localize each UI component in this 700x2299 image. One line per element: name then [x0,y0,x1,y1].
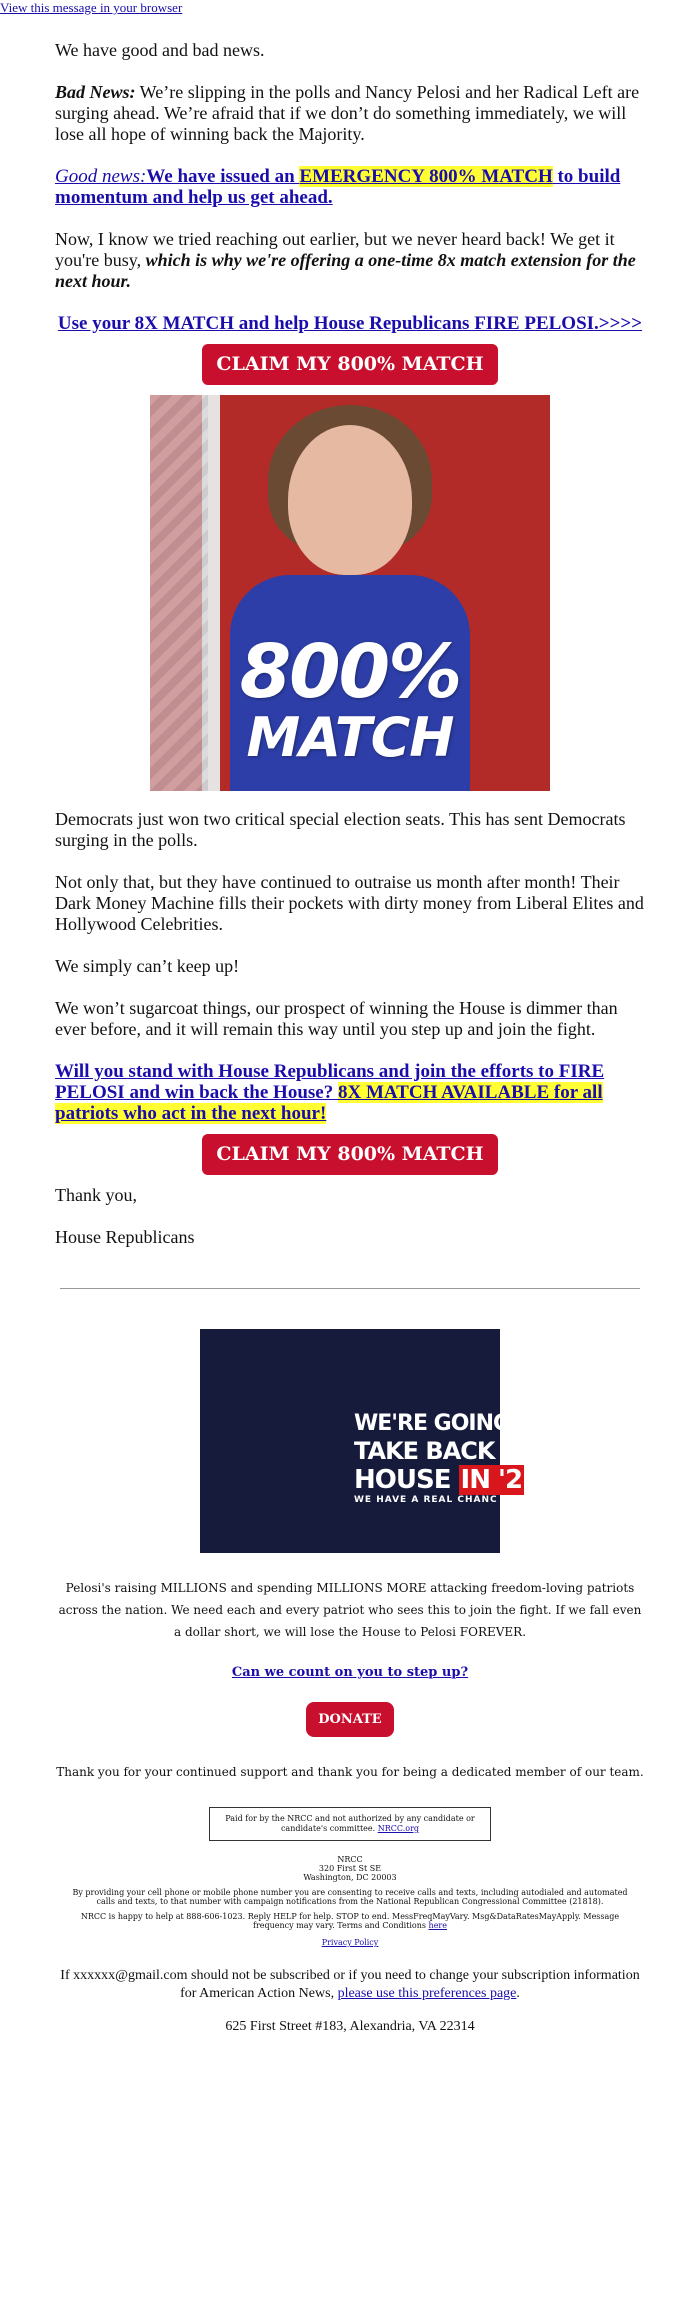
privacy-policy-link[interactable]: Privacy Policy [321,1938,379,1947]
keep-up-paragraph: We simply can’t keep up! [55,956,240,976]
good-news-link[interactable] [55,166,620,208]
question-paragraph [55,1061,645,1124]
footer [55,1329,645,2035]
bad-news-paragraph [55,82,645,145]
emergency-match-highlight: EMERGENCY 800% MATCH [299,166,553,187]
outreach-text: Now, I know we tried reaching out earlier, but we never heard back! We get it you're busy, [55,229,615,270]
preferences-link[interactable]: please use this preferences page [337,1986,517,2001]
good-news-paragraph [55,166,645,208]
help-text: NRCC is happy to help at 888-606-1023. Reply HELP for help. STOP to end. MessFreqMayVary. Msg&DataRatesMayApply. Message frequency may vary. Terms and Conditions here [80,1912,620,1930]
signature: House Republicans [55,1227,195,1247]
signoff: Thank you, [55,1185,137,1205]
paid-for-box [209,1807,491,1841]
good-news-post: to build momentum and help us get ahead. [55,166,621,208]
bad-news-text: We’re slipping in the polls and Nancy Pelosi and her Radical Left are surging ahead. We’re afraid that if we don’t do something immediately, we will lose all hope of winning back the Majority. [55,82,640,144]
mailing-address [55,1855,645,1882]
stand-with-text: Will you stand with House Republicans and join the efforts to FIRE PELOSI and win back the House? [55,1061,605,1103]
footer-divider [60,1288,640,1289]
donate-wrap [55,1702,645,1737]
step-up-link[interactable]: Can we count on you to step up? [231,1665,469,1680]
org-city: Washington, DC 20003 [303,1873,397,1882]
promo-line-1: WE'RE GOING T [354,1411,531,1436]
outreach-paragraph [55,229,645,292]
outraise-paragraph: Not only that, but they have continued to outraise us month after month! Their Dark Money Machine fills their pockets with dirty money from Liberal Elites and Hollywood Celebrities. [55,872,644,934]
org-street: 320 First St SE [318,1864,382,1873]
good-news-pre: We have issued an [146,166,300,187]
paid-for-text: Paid for by the NRCC and not authorized by any candidate or candidate's committee. [225,1814,475,1833]
sender-address: 625 First Street #183, Alexandria, VA 22314 [225,2019,475,2034]
sugarcoat-paragraph: We won’t sugarcoat things, our prospect of winning the House is dimmer than ever before, and it will remain this way until you step up and join the fight. [55,998,618,1039]
view-in-browser-link[interactable]: View this message in your browser [0,0,183,15]
promo-line-3: HOUSE IN '2 [354,1465,523,1495]
claim-button-wrap-2 [55,1134,645,1175]
footer-thanks: Thank you for your continued support and thank you for being a dedicated member of our team. [56,1765,644,1779]
stand-with-link[interactable] [55,1061,604,1124]
donate-button[interactable]: DONATE [306,1702,393,1737]
unsubscribe-text: If xxxxxx@gmail.com should not be subscribed or if you need to change your subscription information for American Action News, please use this preferences page. [60,1968,640,2001]
hero-image[interactable] [150,395,550,791]
claim-match-button-2[interactable]: CLAIM MY 800% MATCH [202,1134,497,1175]
fire-pelosi-link[interactable]: Use your 8X MATCH and help House Republicans FIRE PELOSI.>>>> [57,313,643,334]
email-body [55,40,645,1248]
special-election-paragraph: Democrats just won two critical special election seats. This has sent Democrats surging in the polls. [55,809,626,850]
pelosi-raising-text: Pelosi's raising MILLIONS and spending MILLIONS MORE attacking freedom-loving patriots across the nation. We need each and every patriot who sees this to join the fight. If we fall even a dollar short, we will lose the House to Pelosi FOREVER. [58,1581,642,1639]
cta-link-paragraph [55,313,645,334]
match-available-highlight: 8X MATCH AVAILABLE for all patriots who act in the next hour! [55,1082,603,1124]
intro-text: We have good and bad news. [55,40,265,60]
hero-800-percent: 800% [239,629,461,715]
bad-news-label: Bad News: [55,82,136,102]
good-news-label: Good news: [55,166,147,187]
hero-overlay-text [150,629,550,769]
promo-image[interactable] [200,1329,537,1553]
promo-line-2: TAKE BACK TH [354,1437,537,1465]
outreach-emphasis: which is why we're offering a one-time 8x match extension for the next hour. [55,250,636,291]
nrcc-org-link[interactable]: NRCC.org [377,1824,420,1833]
hero-match: MATCH [246,706,454,769]
org-name: NRCC [337,1855,363,1864]
promo-line-4: WE HAVE A REAL CHANC [354,1495,498,1505]
terms-link[interactable]: here [428,1921,447,1930]
claim-button-wrap-1 [55,344,645,385]
sms-disclaimer: By providing your cell phone or mobile phone number you are consenting to receive calls and texts, including autodialed and automated calls and texts, to that number with campaign notifications from the National Republican Congressional Committee (21818). [72,1888,628,1906]
claim-match-button[interactable]: CLAIM MY 800% MATCH [202,344,497,385]
